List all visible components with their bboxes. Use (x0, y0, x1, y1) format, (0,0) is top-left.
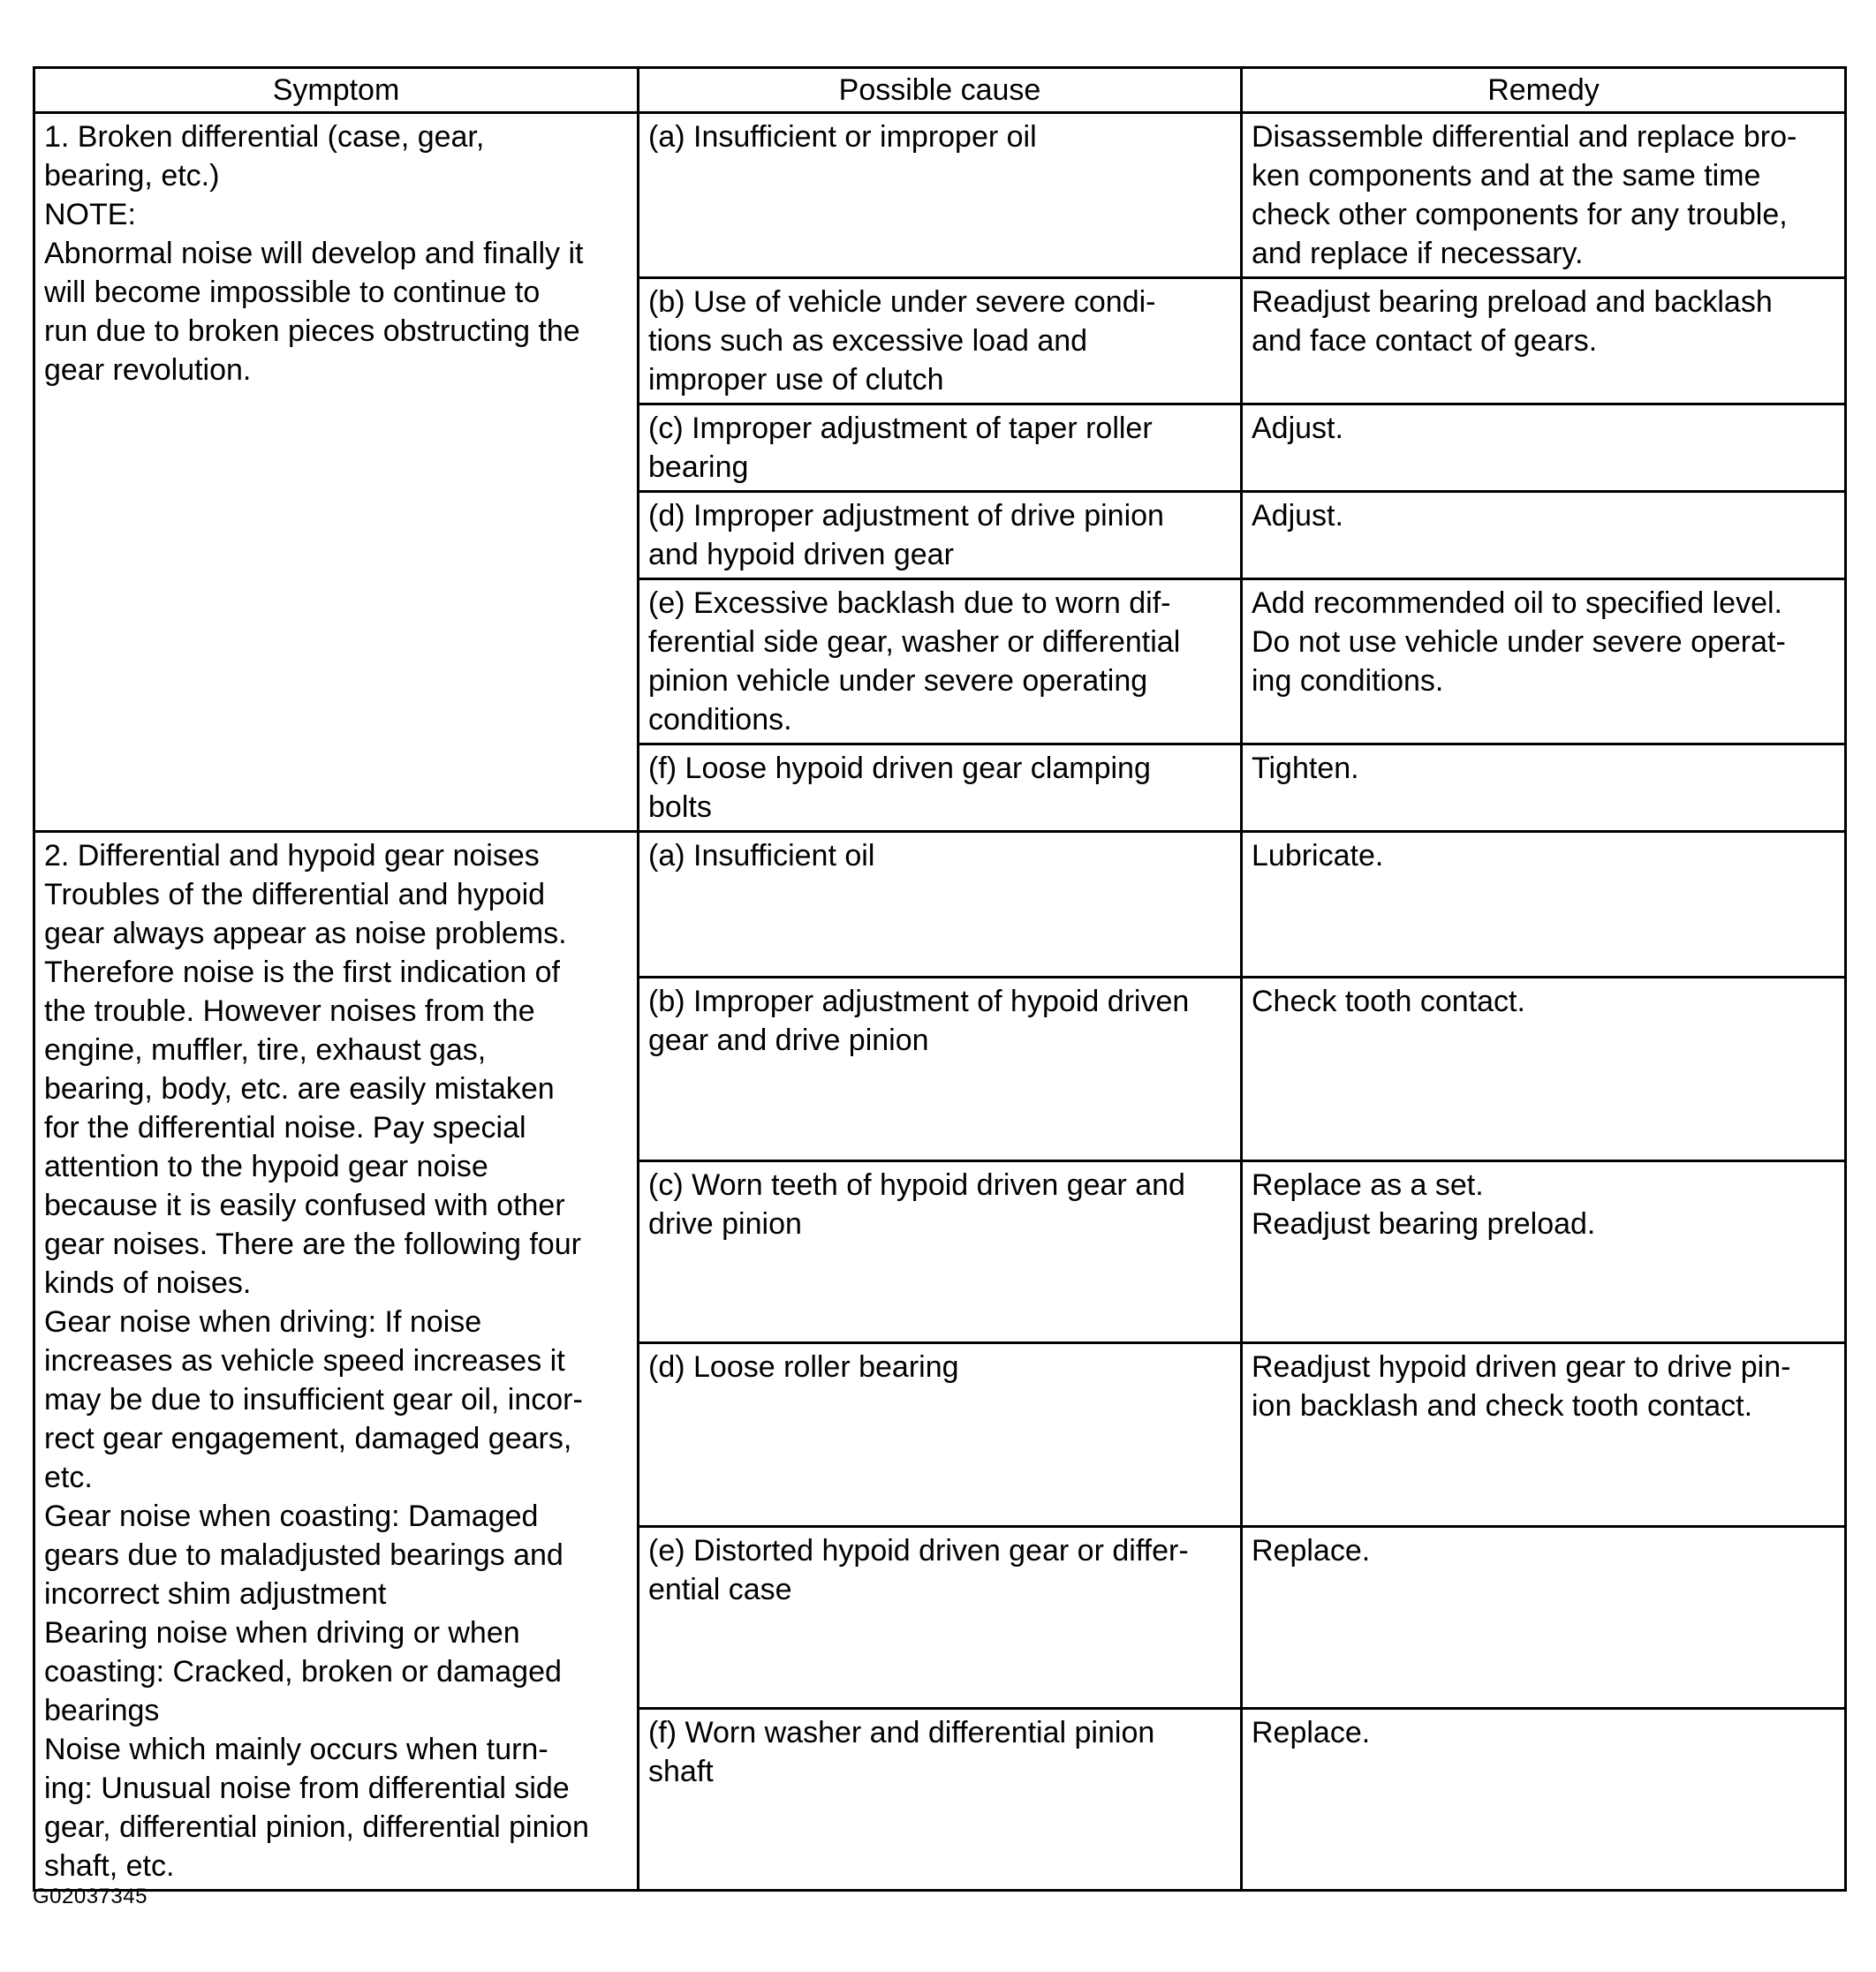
remedy-cell (1242, 1709, 1846, 1891)
text-line: shaft (648, 1755, 714, 1789)
text-line: Readjust bearing preload. (1252, 1206, 1596, 1241)
bullet-text-line: etc. (44, 1461, 93, 1494)
symptom-cell (34, 832, 639, 1891)
header-remedy: Remedy (1242, 68, 1846, 113)
text-line: bearing, body, etc. are easily mistaken (44, 1072, 555, 1106)
remedy-cell (1242, 832, 1846, 978)
bullet-text-line: bearings (44, 1694, 160, 1727)
header-symptom: Symptom (34, 68, 639, 113)
bullet-text-line: gear, differential pinion, differential pinion (44, 1810, 589, 1844)
bullet-item (44, 1497, 628, 1536)
bullet-text-line: ing: Unusual noise from differential side (44, 1772, 570, 1805)
text-line: conditions. (648, 703, 792, 737)
text-line: (c) Improper adjustment of taper roller (648, 412, 1153, 445)
text-line: Adjust. (1252, 499, 1343, 533)
cause-cell (639, 1343, 1242, 1527)
header-possible-cause: Possible cause (639, 68, 1242, 113)
text-line: Readjust hypoid driven gear to drive pin- (1252, 1350, 1791, 1385)
text-line: ing conditions. (1252, 664, 1444, 698)
remedy-cell (1242, 113, 1846, 278)
table-body (34, 113, 1846, 1891)
text-line: improper use of clutch (648, 363, 944, 397)
text-line: for the differential noise. Pay special (44, 1111, 526, 1145)
text-line: (e) Distorted hypoid driven gear or differ- (648, 1533, 1189, 1568)
remedy-cell (1242, 579, 1846, 744)
text-line: Replace. (1252, 1533, 1371, 1568)
cause-cell (639, 1160, 1242, 1343)
remedy-cell (1242, 492, 1846, 579)
remedy-cell (1242, 1160, 1846, 1343)
text-line: Abnormal noise will develop and finally it (44, 237, 584, 270)
text-line: ken components and at the same time (1252, 159, 1761, 193)
cause-cell (639, 832, 1242, 978)
text-line: bearing (648, 450, 749, 484)
cause-cell (639, 113, 1242, 278)
text-line: Check tooth contact. (1252, 985, 1525, 1019)
bullet-text: Gear noise when driving: If noise (44, 1305, 482, 1339)
bullet-text-line: gears due to maladjusted bearings and (44, 1538, 564, 1572)
text-line: pinion vehicle under severe operating (648, 664, 1148, 698)
bullet-text: Noise which mainly occurs when turn- (44, 1733, 548, 1766)
text-line: gear noises. There are the following four (44, 1228, 581, 1261)
remedy-cell (1242, 278, 1846, 404)
text-line: Readjust bearing preload and backlash (1252, 285, 1773, 319)
text-line: ential case (648, 1572, 792, 1606)
bullet-text: Gear noise when coasting: Damaged (44, 1500, 539, 1533)
bullet-text-line: incorrect shim adjustment (44, 1577, 387, 1611)
remedy-cell (1242, 404, 1846, 492)
text-line: run due to broken pieces obstructing the (44, 314, 580, 348)
text-line: Lubricate. (1252, 839, 1384, 873)
text-line: gear revolution. (44, 353, 252, 387)
bullet-item (44, 1730, 628, 1769)
bullet-text-line: coasting: Cracked, broken or damaged (44, 1655, 562, 1689)
text-line: Replace as a set. (1252, 1167, 1484, 1202)
text-line: tions such as excessive load and (648, 324, 1088, 358)
text-line: Therefore noise is the first indication of (44, 956, 560, 989)
text-line: Add recommended oil to specified level. (1252, 586, 1782, 620)
text-line: because it is easily confused with other (44, 1189, 565, 1222)
text-line: gear and drive pinion (648, 1024, 929, 1058)
text-line: drive pinion (648, 1206, 802, 1241)
bullet-item (44, 1303, 628, 1341)
text-line: (d) Loose roller bearing (648, 1350, 959, 1385)
text-line: (b) Improper adjustment of hypoid driven (648, 985, 1190, 1019)
text-line: bolts (648, 790, 712, 824)
text-line: the trouble. However noises from the (44, 994, 535, 1028)
text-line: check other components for any trouble, (1252, 198, 1788, 231)
bullet-text-line: increases as vehicle speed increases it (44, 1344, 565, 1378)
bullet-text: Bearing noise when driving or when (44, 1616, 520, 1650)
cause-cell (639, 278, 1242, 404)
cause-cell (639, 492, 1242, 579)
figure-id-caption: G02037345 (33, 1885, 148, 1908)
text-line: Troubles of the differential and hypoid (44, 878, 546, 911)
text-line: ferential side gear, washer or differential (648, 625, 1181, 659)
remedy-cell (1242, 1343, 1846, 1527)
text-line: NOTE: (44, 198, 136, 231)
troubleshooting-table-container (33, 66, 1844, 1892)
cause-cell (639, 1526, 1242, 1709)
table-row (34, 832, 1846, 978)
text-line: engine, muffler, tire, exhaust gas, (44, 1033, 487, 1067)
text-line: kinds of noises. (44, 1266, 252, 1300)
text-line: (f) Worn washer and differential pinion (648, 1716, 1155, 1750)
bullet-text-line: shaft, etc. (44, 1849, 175, 1883)
text-line: 1. Broken differential (case, gear, (44, 120, 485, 154)
text-line: attention to the hypoid gear noise (44, 1150, 488, 1183)
text-line: and hypoid driven gear (648, 538, 954, 571)
header-row (34, 68, 1846, 113)
text-line: 2. Differential and hypoid gear noises (44, 839, 540, 873)
text-line: gear always appear as noise problems. (44, 917, 567, 950)
cause-cell (639, 978, 1242, 1161)
text-line: Disassemble differential and replace bro- (1252, 120, 1797, 154)
table-row (34, 113, 1846, 278)
text-line: (a) Insufficient or improper oil (648, 120, 1037, 154)
text-line: (d) Improper adjustment of drive pinion (648, 499, 1164, 533)
text-line: (f) Loose hypoid driven gear clamping (648, 752, 1151, 785)
text-line: bearing, etc.) (44, 159, 220, 193)
text-line: will become impossible to continue to (44, 276, 541, 309)
symptom-cell (34, 113, 639, 832)
remedy-cell (1242, 978, 1846, 1161)
text-line: (b) Use of vehicle under severe condi- (648, 285, 1156, 319)
text-line: (c) Worn teeth of hypoid driven gear and (648, 1167, 1185, 1202)
cause-cell (639, 579, 1242, 744)
remedy-cell (1242, 744, 1846, 832)
cause-cell (639, 1709, 1242, 1891)
remedy-cell (1242, 1526, 1846, 1709)
text-line: Do not use vehicle under severe operat- (1252, 625, 1786, 659)
text-line: and replace if necessary. (1252, 237, 1584, 270)
bullet-item (44, 1613, 628, 1652)
cause-cell (639, 404, 1242, 492)
text-line: Adjust. (1252, 412, 1343, 445)
troubleshooting-table (33, 66, 1847, 1892)
bullet-text-line: may be due to insufficient gear oil, incor- (44, 1383, 583, 1417)
text-line: Tighten. (1252, 752, 1359, 785)
text-line: (a) Insufficient oil (648, 839, 875, 873)
text-line: Replace. (1252, 1716, 1371, 1750)
bullet-text-line: rect gear engagement, damaged gears, (44, 1422, 572, 1455)
text-line: ion backlash and check tooth contact. (1252, 1389, 1753, 1424)
cause-cell (639, 744, 1242, 832)
text-line: and face contact of gears. (1252, 324, 1598, 358)
text-line: (e) Excessive backlash due to worn dif- (648, 586, 1171, 620)
